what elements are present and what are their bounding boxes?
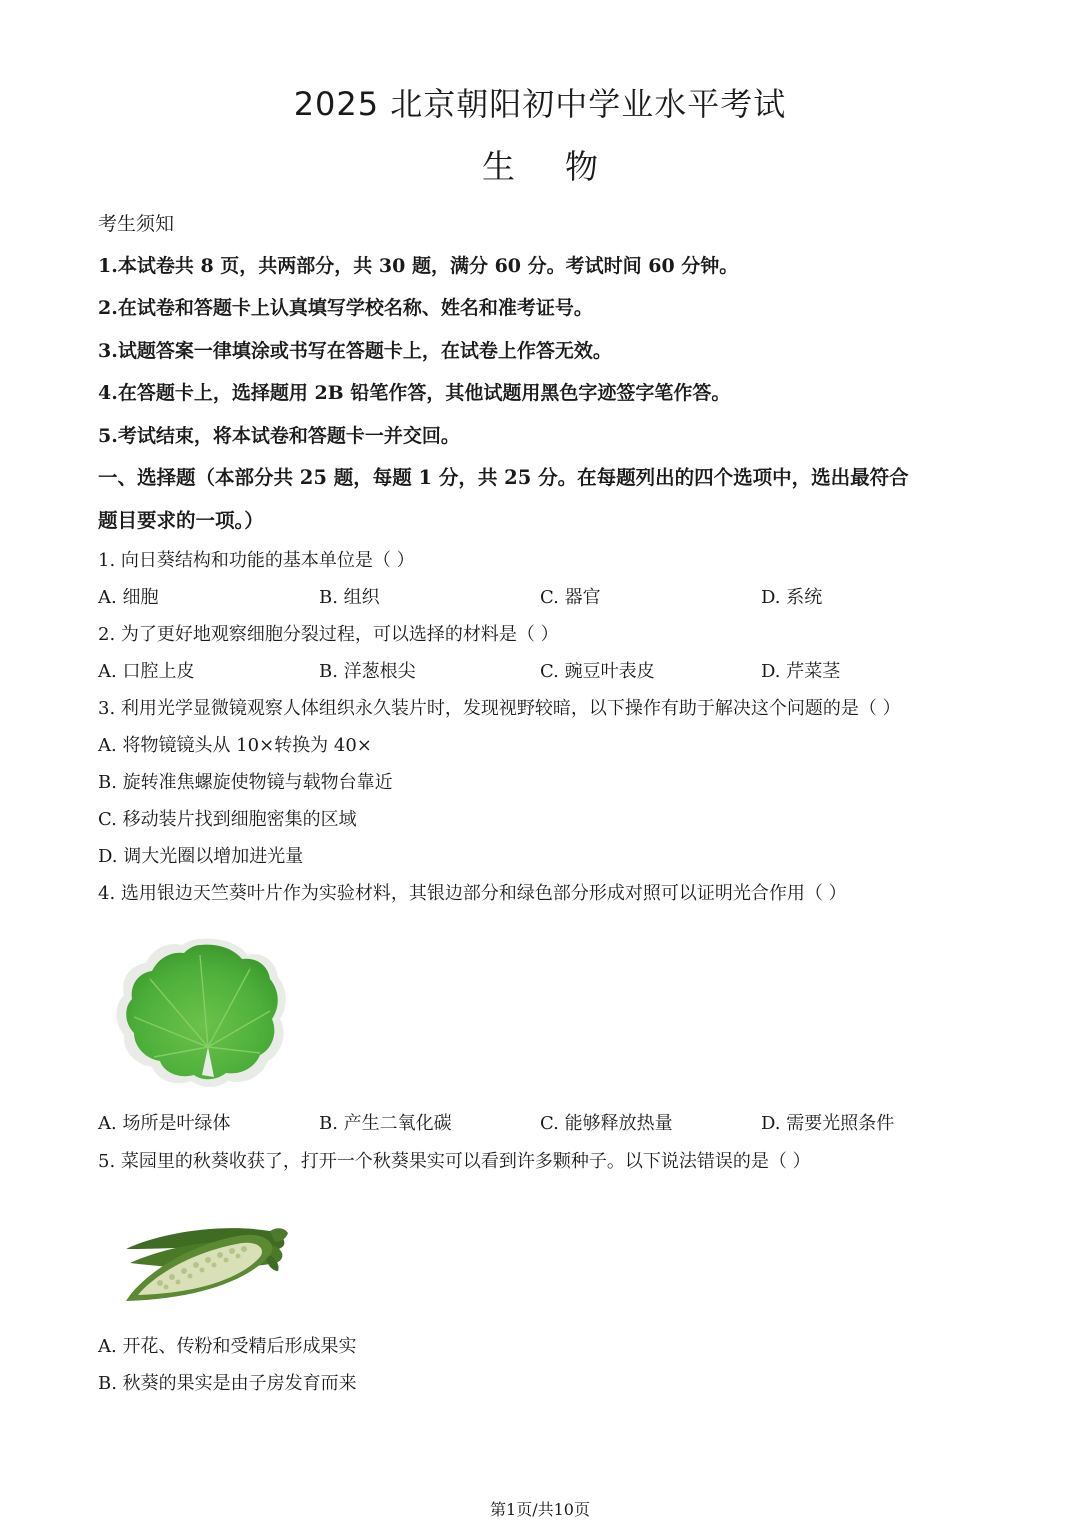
subject-char-2: 物	[565, 147, 598, 186]
notice-item-1: 1.本试卷共 8 页，共两部分，共 30 题，满分 60 分。考试时间 60 分钟。	[98, 255, 739, 277]
q3-option-d[interactable]: D. 调大光圈以增加进光量	[98, 846, 304, 867]
q5-option-a[interactable]: A. 开花、传粉和受精后形成果实	[98, 1336, 357, 1357]
q5-option-b[interactable]: B. 秋葵的果实是由子房发育而来	[98, 1373, 357, 1394]
subject-title	[0, 146, 1080, 188]
q4-option-a[interactable]: A. 场所是叶绿体	[98, 1113, 231, 1134]
section-heading-line-2: 题目要求的一项。）	[98, 509, 264, 532]
q2-option-c[interactable]: C. 豌豆叶表皮	[540, 661, 655, 682]
q4-option-b[interactable]: B. 产生二氧化碳	[319, 1113, 452, 1134]
q1-option-c[interactable]: C. 器官	[540, 587, 601, 608]
q1-option-a[interactable]: A. 细胞	[98, 587, 159, 608]
q3-option-b[interactable]: B. 旋转准焦螺旋使物镜与载物台靠近	[98, 772, 393, 793]
notice-item-2: 2.在试卷和答题卡上认真填写学校名称、姓名和准考证号。	[98, 297, 593, 319]
question-5-stem: 5. 菜园里的秋葵收获了，打开一个秋葵果实可以看到许多颗种子。以下说法错误的是（ ）	[98, 1151, 811, 1172]
page-footer: 第1页/共10页	[490, 1500, 590, 1519]
notice-item-4: 4.在答题卡上，选择题用 2B 铅笔作答，其他试题用黑色字迹签字笔作答。	[98, 382, 731, 404]
q2-option-a[interactable]: A. 口腔上皮	[98, 661, 195, 682]
okra-image	[120, 1205, 290, 1310]
notice-item-3: 3.试题答案一律填涂或书写在答题卡上，在试卷上作答无效。	[98, 340, 612, 362]
q1-option-d[interactable]: D. 系统	[761, 587, 823, 608]
question-4-stem: 4. 选用银边天竺葵叶片作为实验材料，其银边部分和绿色部分形成对照可以证明光合作用（ ）	[98, 883, 847, 904]
section-heading-line-1: 一、选择题（本部分共 25 题，每题 1 分，共 25 分。在每题列出的四个选项中，选出最符合	[98, 466, 909, 489]
subject-char-1: 生	[482, 147, 515, 186]
q3-option-a[interactable]: A. 将物镜镜头从 10×转换为 40×	[98, 735, 372, 756]
q1-option-b[interactable]: B. 组织	[319, 587, 380, 608]
question-1-stem: 1. 向日葵结构和功能的基本单位是（ ）	[98, 550, 415, 571]
question-3-stem: 3. 利用光学显微镜观察人体组织永久装片时，发现视野较暗，以下操作有助于解决这个问题的是（ ）	[98, 698, 901, 719]
question-2-stem: 2. 为了更好地观察细胞分裂过程，可以选择的材料是（ ）	[98, 624, 559, 645]
q3-option-c[interactable]: C. 移动装片找到细胞密集的区域	[98, 809, 357, 830]
geranium-leaf-image	[110, 935, 290, 1090]
exam-title: 2025 北京朝阳初中学业水平考试	[293, 85, 787, 123]
q2-option-d[interactable]: D. 芹菜茎	[761, 661, 841, 682]
q4-option-d[interactable]: D. 需要光照条件	[761, 1113, 895, 1134]
q2-option-b[interactable]: B. 洋葱根尖	[319, 661, 416, 682]
notice-item-5: 5.考试结束，将本试卷和答题卡一并交回。	[98, 425, 460, 447]
notice-heading: 考生须知	[98, 213, 175, 235]
q4-option-c[interactable]: C. 能够释放热量	[540, 1113, 673, 1134]
